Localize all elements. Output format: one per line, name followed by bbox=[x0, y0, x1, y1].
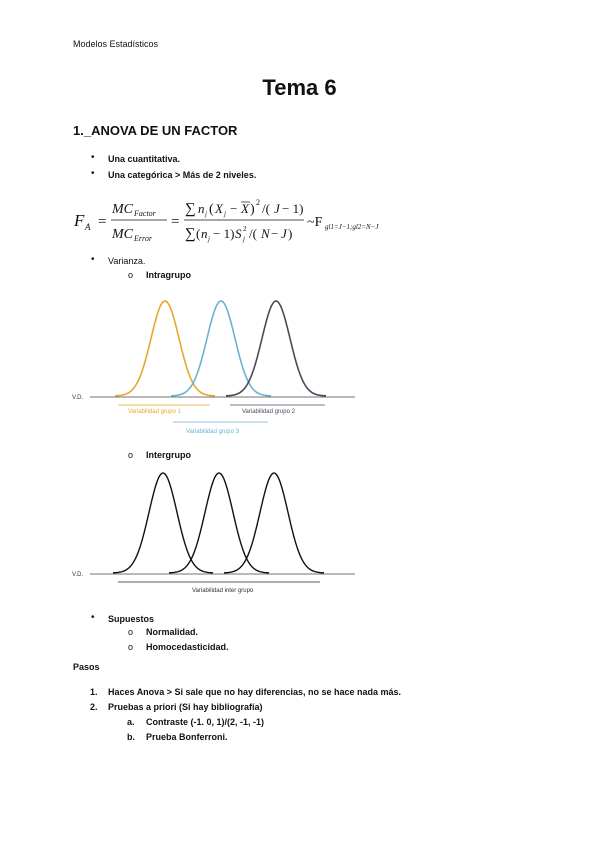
pasos-label: Pasos bbox=[73, 662, 100, 672]
axis-label: V.D. bbox=[72, 395, 84, 401]
page-title: Tema 6 bbox=[262, 75, 337, 100]
svg-text:J: J bbox=[281, 226, 287, 241]
substep-letter: b. bbox=[127, 732, 135, 742]
step-text: Pruebas a priori (Si hay bibliografía) bbox=[108, 702, 263, 712]
bullet-dot: • bbox=[91, 612, 95, 623]
svg-text:=: = bbox=[171, 214, 180, 230]
svg-text:): ) bbox=[288, 226, 293, 241]
svg-text:∑: ∑ bbox=[185, 201, 196, 217]
svg-text:j: j bbox=[205, 210, 207, 218]
substep-letter: a. bbox=[127, 717, 135, 727]
svg-text:∑: ∑ bbox=[185, 226, 196, 242]
svg-text:2: 2 bbox=[243, 225, 247, 233]
curve-group-1 bbox=[115, 301, 215, 396]
svg-text:− 1): − 1) bbox=[213, 226, 235, 241]
svg-text:n: n bbox=[201, 226, 208, 241]
section-title: 1._ANOVA DE UN FACTOR bbox=[73, 123, 238, 138]
curve-group-2 bbox=[169, 473, 269, 573]
curve-group-3 bbox=[226, 301, 326, 396]
svg-text:/(: /( bbox=[262, 201, 270, 216]
anova-formula bbox=[72, 193, 442, 248]
svg-text:N: N bbox=[261, 226, 270, 241]
svg-text:=: = bbox=[98, 214, 107, 230]
sub-bullet-o: o bbox=[128, 270, 134, 280]
bullet-dot: • bbox=[91, 254, 95, 265]
svg-text:−: − bbox=[230, 201, 238, 216]
range-label-group-1: Variabilidad grupo 1 bbox=[128, 409, 181, 415]
bullet-item: Una cuantitativa. bbox=[108, 154, 181, 164]
formula-tilde-f: ~F bbox=[307, 215, 323, 230]
range-label-group-3: Variabilidad grupo 3 bbox=[186, 429, 239, 435]
formula-lhs-sub: A bbox=[85, 222, 91, 232]
formula-mc-error-sub: Error bbox=[134, 234, 152, 243]
intergrupo-label: Intergrupo bbox=[146, 450, 191, 460]
supuestos-label: Supuestos bbox=[108, 614, 155, 624]
svg-text:X: X bbox=[215, 201, 223, 216]
supuesto-item: Normalidad. bbox=[146, 627, 199, 637]
supuesto-item: Homocedasticidad. bbox=[146, 642, 229, 652]
step-number: 1. bbox=[90, 687, 98, 697]
svg-text:− 1): − 1) bbox=[282, 201, 304, 216]
svg-text:j: j bbox=[243, 235, 245, 243]
svg-text:j: j bbox=[208, 235, 210, 243]
range-label-group-2: Variabilidad grupo 2 bbox=[242, 409, 295, 415]
svg-text:/(: /( bbox=[249, 226, 257, 241]
sub-bullet-o: o bbox=[128, 642, 134, 652]
varianza-label: Varianza. bbox=[108, 256, 146, 266]
intragrupo-label: Intragrupo bbox=[146, 270, 191, 280]
svg-text:−: − bbox=[271, 226, 279, 241]
formula-mc-error: MC bbox=[112, 227, 133, 242]
bullet-dot: • bbox=[91, 168, 95, 179]
formula-lhs: F bbox=[74, 211, 85, 230]
sub-bullet-o: o bbox=[128, 627, 134, 637]
svg-text:): ) bbox=[250, 202, 255, 217]
substep-text: Prueba Bonferroni. bbox=[146, 732, 228, 742]
curve-group-2 bbox=[171, 301, 271, 396]
substep-text: Contraste (-1. 0, 1)/(2, -1, -1) bbox=[146, 717, 265, 727]
formula-mc-factor-sub: Factor bbox=[134, 209, 156, 218]
curve-group-3 bbox=[224, 473, 324, 573]
formula-df: gl1=J−1;gl2=N−J bbox=[325, 223, 379, 231]
step-number: 2. bbox=[90, 702, 98, 712]
svg-text:n: n bbox=[198, 201, 205, 216]
step-text: Haces Anova > Si sale que no hay diferencias, no se hace nada más. bbox=[108, 687, 402, 697]
intragroup-chart bbox=[70, 292, 360, 442]
svg-text:X: X bbox=[241, 201, 249, 216]
intergroup-chart bbox=[70, 468, 360, 598]
page-header: Modelos Estadísticos bbox=[73, 39, 159, 49]
sub-bullet-o: o bbox=[128, 450, 134, 460]
svg-text:J: J bbox=[274, 201, 280, 216]
bullet-dot: • bbox=[91, 152, 95, 163]
formula-mc-factor: MC bbox=[112, 202, 133, 217]
range-label-inter: Variabilidad inter grupo bbox=[192, 588, 254, 594]
svg-text:(: ( bbox=[209, 202, 214, 217]
svg-text:(: ( bbox=[196, 226, 201, 241]
svg-text:S: S bbox=[235, 226, 242, 241]
svg-text:j: j bbox=[224, 210, 226, 218]
curve-group-1 bbox=[113, 473, 213, 573]
axis-label: V.D. bbox=[72, 572, 84, 578]
svg-text:2: 2 bbox=[256, 198, 260, 207]
bullet-item: Una categórica > Más de 2 niveles. bbox=[108, 170, 257, 180]
